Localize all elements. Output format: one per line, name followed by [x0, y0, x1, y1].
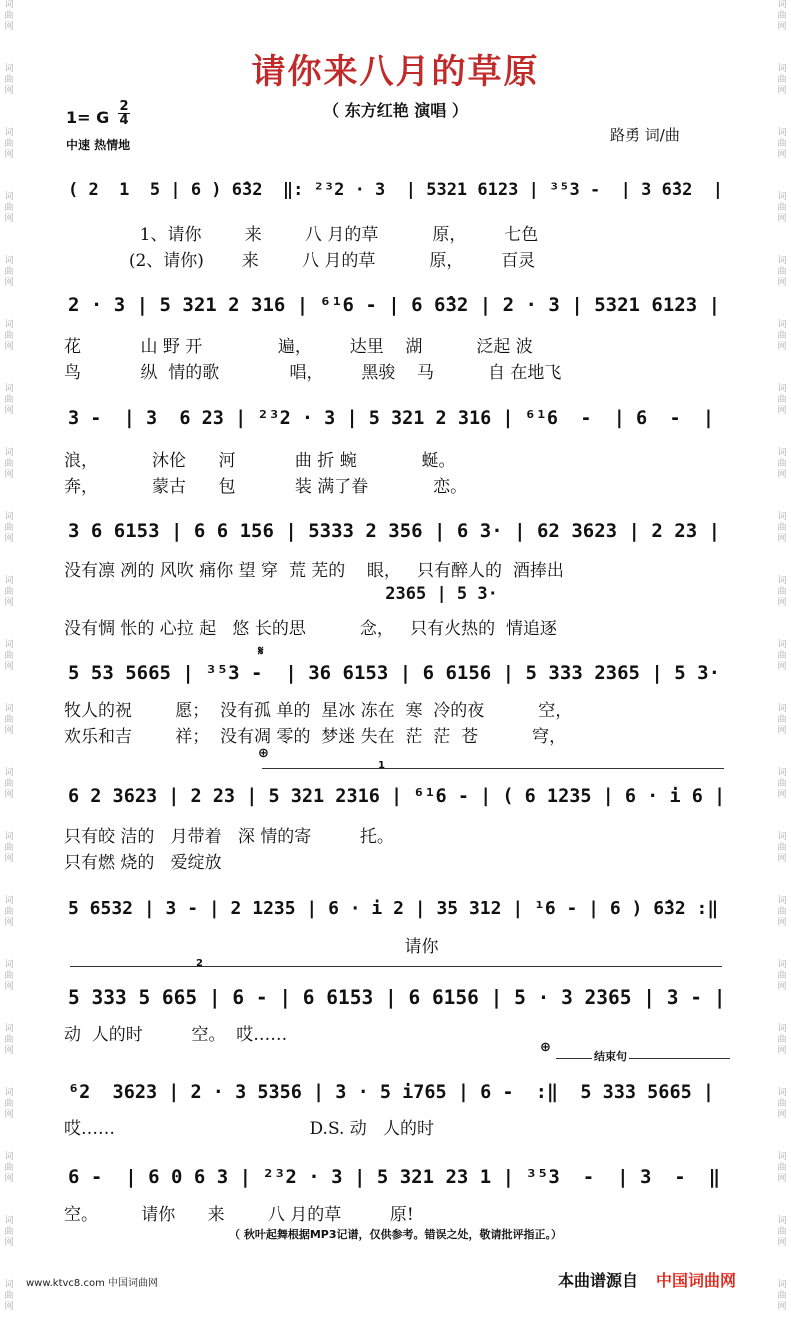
second-ending-bracket — [70, 966, 722, 967]
watermark-text: 词 曲 网 — [4, 448, 14, 480]
watermark-text: 词 曲 网 — [4, 768, 14, 800]
lyric-row-1-verse-2: (2、请你) 来 八 月的草 原， 百灵 — [64, 251, 536, 271]
watermark-text: 词 曲 网 — [4, 256, 14, 288]
watermark-text: 词 曲 网 — [777, 192, 787, 224]
notation-row-4: 3 6 6153 | 6 6 156 | 5333 2 356 | 6 3· | 62 3623 | 2 23 | — [68, 520, 721, 542]
notation-row-5: 5 53 5665 | ³⁵3 - | 36 6153 | 6 6156 | 5 333 2365 | 5 3· — [68, 662, 721, 684]
watermark-text: 词 曲 网 — [777, 1280, 787, 1312]
watermark-text: 词 曲 网 — [4, 320, 14, 352]
notation-row-2: 2 · 3 | 5 321 2 316 | ⁶¹6 - | 6 6̂32 | 2 · 3 | 5321 6123 | — [68, 294, 721, 316]
lyric-row-6-verse-2: 只有燃 烧的 爱绽放 — [64, 853, 222, 873]
lyric-row-6-verse-1: 只有皎 洁的 月带着 深 情的寄 托。 — [64, 827, 394, 847]
watermark-text: 词 曲 网 — [777, 1216, 787, 1248]
notation-row-3: 3 - | 3 6 23 | ²³2 · 3 | 5 321 2 316 | ⁶¹6 - | 6 - | — [68, 408, 715, 429]
watermark-text: 词 曲 网 — [4, 1280, 14, 1312]
notation-row-6: 6 2 3623 | 2 23 | 5 321 2316 | ⁶¹6 - | ( 6 1235 | 6 · i 6 | — [68, 786, 726, 807]
watermark-text: 词 曲 网 — [777, 768, 787, 800]
first-ending-number: 1 — [378, 760, 385, 771]
watermark-text: 词 曲 网 — [777, 1088, 787, 1120]
key-signature: 1= G — [66, 108, 110, 127]
watermark-text: 词 曲 网 — [4, 64, 14, 96]
watermark-text: 词 曲 网 — [777, 256, 787, 288]
meter-bottom: 4 — [119, 113, 129, 128]
coda-icon-ending: ⊕ — [540, 1040, 551, 1055]
watermark-text: 词 曲 网 — [4, 512, 14, 544]
watermark-text: 词 曲 网 — [777, 1024, 787, 1056]
lyric-row-3-verse-1: 浪， 沐伦 河 曲 折 蜿 蜒。 — [64, 451, 456, 471]
coda-icon: ⊕ — [258, 746, 269, 761]
watermark-text: 词 曲 网 — [4, 704, 14, 736]
notation-row-9: ⁶2 3623 | 2 · 3 5356 | 3 · 5 i765 | 6 - :‖ 5 333 5665 | — [68, 1082, 715, 1103]
watermark-text: 词 曲 网 — [4, 0, 14, 32]
song-title: 请你来八月的草原 — [251, 52, 540, 92]
watermark-text: 词 曲 网 — [777, 640, 787, 672]
lyric-row-2-verse-2: 鸟 纵 情的歌 唱， 黑骏 马 自 在地飞 — [64, 363, 562, 383]
lyric-row-3-verse-2: 奔， 蒙古 包 装 满了眷 恋。 — [64, 477, 468, 497]
notation-row-7: 5 6532 | 3 - | 2 1235 | 6 · i 2 | 35 312 | ¹6 - | 6 ) 6̂32 :‖ — [68, 898, 719, 919]
watermark-text: 词 曲 网 — [777, 704, 787, 736]
lyric-row-5-verse-2: 欢乐和吉 祥； 没有凋 零的 梦迷 失在 茫 茫 苍 穹， — [64, 727, 567, 747]
lyric-row-7: 请你 — [64, 937, 439, 957]
lyric-row-4: 没有凛 冽的 风吹 痛你 望 穿 荒 芜的 眼， 只有醉人的 酒捧出 — [64, 561, 564, 581]
second-ending-number: 2 — [196, 958, 203, 969]
watermark-text: 词 曲 网 — [4, 640, 14, 672]
lyric-row-8: 动 人的时 空。 哎…… — [64, 1025, 288, 1045]
ending-phrase-rule — [556, 1058, 730, 1059]
watermark-text: 词 曲 网 — [777, 64, 787, 96]
watermark-text: 词 曲 网 — [777, 960, 787, 992]
site-footer[interactable]: www.ktvc8.com 中国词曲网 — [26, 1278, 159, 1289]
tempo-marking: 中速 热情地 — [66, 138, 131, 152]
watermark-text: 词 曲 网 — [4, 960, 14, 992]
watermark-text: 词 曲 网 — [4, 128, 14, 160]
watermark-text: 词 曲 网 — [4, 384, 14, 416]
watermark-text: 词 曲 网 — [777, 384, 787, 416]
author-credit: 路勇 词/曲 — [610, 126, 680, 144]
lyric-row-1-verse-1: 1、请你 来 八 月的草 原， 七色 — [64, 225, 539, 245]
left-watermark-strip — [2, 0, 16, 1317]
notation-row-1: ( 2 1 5 | 6 ) 6̂32 ‖: ²³2 · 3 | 5321 6123 | ³⁵3 - | 3 6̂32 | — [68, 180, 724, 200]
notation-row-10: 6 - | 6 0 6 3 | ²³2 · 3 | 5 321 23 1 | ³⁵3 - | 3 - ‖ — [68, 1166, 721, 1188]
transcription-credit: （ 秋叶起舞根据MP3记谱，仅供参考。错误之处，敬请批评指正。） — [229, 1228, 562, 1241]
watermark-text: 词 曲 网 — [777, 128, 787, 160]
watermark-text: 词 曲 网 — [777, 1152, 787, 1184]
lyric-row-5-verse-1: 牧人的祝 愿； 没有孤 单的 星冰 冻在 寒 冷的夜 空， — [64, 701, 573, 721]
lyric-row-4-alt: 没有惆 怅的 心拉 起 悠 长的思 念， 只有火热的 情追逐 — [64, 619, 557, 639]
watermark-text: 词 曲 网 — [4, 1152, 14, 1184]
watermark-text: 词 曲 网 — [4, 896, 14, 928]
watermark-text: 词 曲 网 — [777, 832, 787, 864]
source-site-name[interactable]: 中国词曲网 — [656, 1271, 737, 1290]
watermark-text: 词 曲 网 — [777, 512, 787, 544]
time-signature — [118, 100, 130, 127]
source-footer — [558, 1268, 736, 1291]
watermark-text: 词 曲 网 — [4, 1024, 14, 1056]
watermark-text: 词 曲 网 — [777, 448, 787, 480]
watermark-text: 词 曲 网 — [777, 896, 787, 928]
meter-top: 2 — [119, 99, 129, 114]
watermark-text: 词 曲 网 — [777, 320, 787, 352]
segno-icon: 𝄋 — [258, 644, 264, 659]
lyric-row-10: 空。 请你 来 八 月的草 原! — [64, 1205, 414, 1225]
watermark-text: 词 曲 网 — [4, 192, 14, 224]
right-watermark-strip — [775, 0, 789, 1317]
watermark-text: 词 曲 网 — [4, 1088, 14, 1120]
notation-row-4-alt: 2365 | 5 3· — [68, 584, 498, 604]
lyric-row-9: 哎…… D.S. 动 人的时 — [64, 1119, 435, 1139]
ending-phrase-label: 结束句 — [594, 1050, 627, 1063]
lyric-row-2-verse-1: 花 山 野 开 遍， 达里 湖 泛起 波 — [64, 337, 533, 357]
notation-row-8: 5 333 5 665 | 6 - | 6 6153 | 6 6156 | 5 · 3 2365 | 3 - | — [68, 986, 726, 1009]
watermark-text: 词 曲 网 — [777, 576, 787, 608]
watermark-text: 词 曲 网 — [4, 576, 14, 608]
source-label: 本曲谱源自 — [558, 1271, 639, 1290]
singer-credit: （ 东方红艳 演唱 ） — [323, 101, 468, 120]
watermark-text: 词 曲 网 — [4, 832, 14, 864]
watermark-text: 词 曲 网 — [777, 0, 787, 32]
first-ending-bracket — [262, 768, 724, 769]
watermark-text: 词 曲 网 — [4, 1216, 14, 1248]
